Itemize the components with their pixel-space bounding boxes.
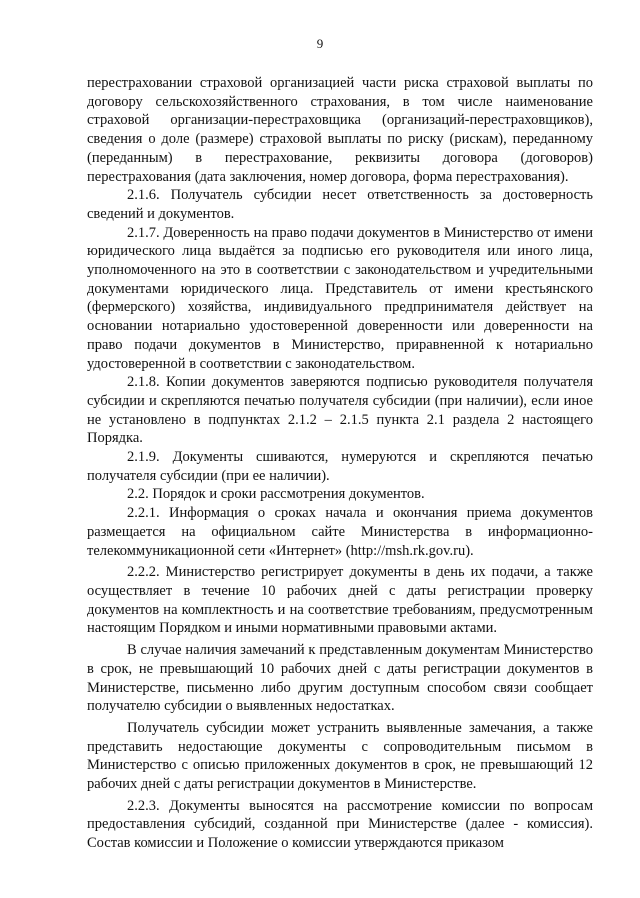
paragraph-insurance-continuation: перестраховании страховой организацией части риска страховой выплаты по договору сельскохозяйственного страхования, в том числе наименование страховой организации-перестраховщика (организаций-перестраховщиков), сведения о доле (размере) страховой выплаты по риску (рискам), переданному (переданным) в перестрахование, реквизиты договора (договоров) перестрахования (дата заключения, номер договора, форма перестрахования).	[87, 75, 593, 185]
paragraph-remarks: В случае наличия замечаний к представленным документам Министерство в срок, не превышающий 10 рабочих дней с даты регистрации документов в Министерстве, письменно либо другим доступным способом связи сообщает получателю субсидии о выявленных недостатках.	[87, 642, 593, 715]
document-body	[87, 74, 593, 853]
paragraph-2-1-7: 2.1.7. Доверенность на право подачи документов в Министерство от имени юридического лица выдаётся за подписью его руководителя или иного лица, уполномоченного на это в соответствии с законодательством и учредительными документами юридического лица. Представитель от имени крестьянского (фермерского) хозяйства, индивидуального предпринимателя действует на основании нотариально удостоверенной доверенности или доверенности на право подачи документов в Министерство, приравненной к нотариально удостоверенной в соответствии с законодательством.	[87, 224, 593, 372]
paragraph-2-1-6: 2.1.6. Получатель субсидии несет ответственность за достоверность сведений и документов.	[87, 187, 593, 222]
paragraph-2-1-9: 2.1.9. Документы сшиваются, нумеруются и скрепляются печатью получателя субсидии (при ее наличии).	[87, 449, 593, 484]
paragraph-2-2-1: 2.2.1. Информация о сроках начала и окончания приема документов размещается на официальном сайте Министерства в информационно-телекоммуникационной сети «Интернет» (http://msh.rk.gov.ru).	[87, 505, 593, 559]
paragraph-2-2-2: 2.2.2. Министерство регистрирует документы в день их подачи, а также осуществляет в течение 10 рабочих дней с даты регистрации проверку документов на комплектность и на соответствие требованиям, предусмотренным настоящим Порядком и иными нормативными правовыми актами.	[87, 564, 593, 637]
paragraph-2-2-3: 2.2.3. Документы выносятся на рассмотрение комиссии по вопросам предоставления субсидий, созданной при Министерстве (далее - комиссия). Состав комиссии и Положение о комиссии утверждаются приказом	[87, 797, 593, 852]
paragraph-corrections: Получатель субсидии может устранить выявленные замечания, а также представить недостающие документы с сопроводительным письмом в Министерство с описью приложенных документов в срок, не превышающий 12 рабочих дней с даты регистрации документов в Министерстве.	[87, 719, 593, 793]
section-heading-2-2: 2.2. Порядок и сроки рассмотрения документов.	[127, 486, 425, 503]
paragraph-2-1-8: 2.1.8. Копии документов заверяются подписью руководителя получателя субсидии и скрепляются печатью получателя субсидии (при наличии), если иное не установлено в подпунктах 2.1.2 – 2.1.5 пункта 2.1 раздела 2 настоящего Порядка.	[87, 374, 593, 447]
page-number: 9	[316, 36, 324, 51]
